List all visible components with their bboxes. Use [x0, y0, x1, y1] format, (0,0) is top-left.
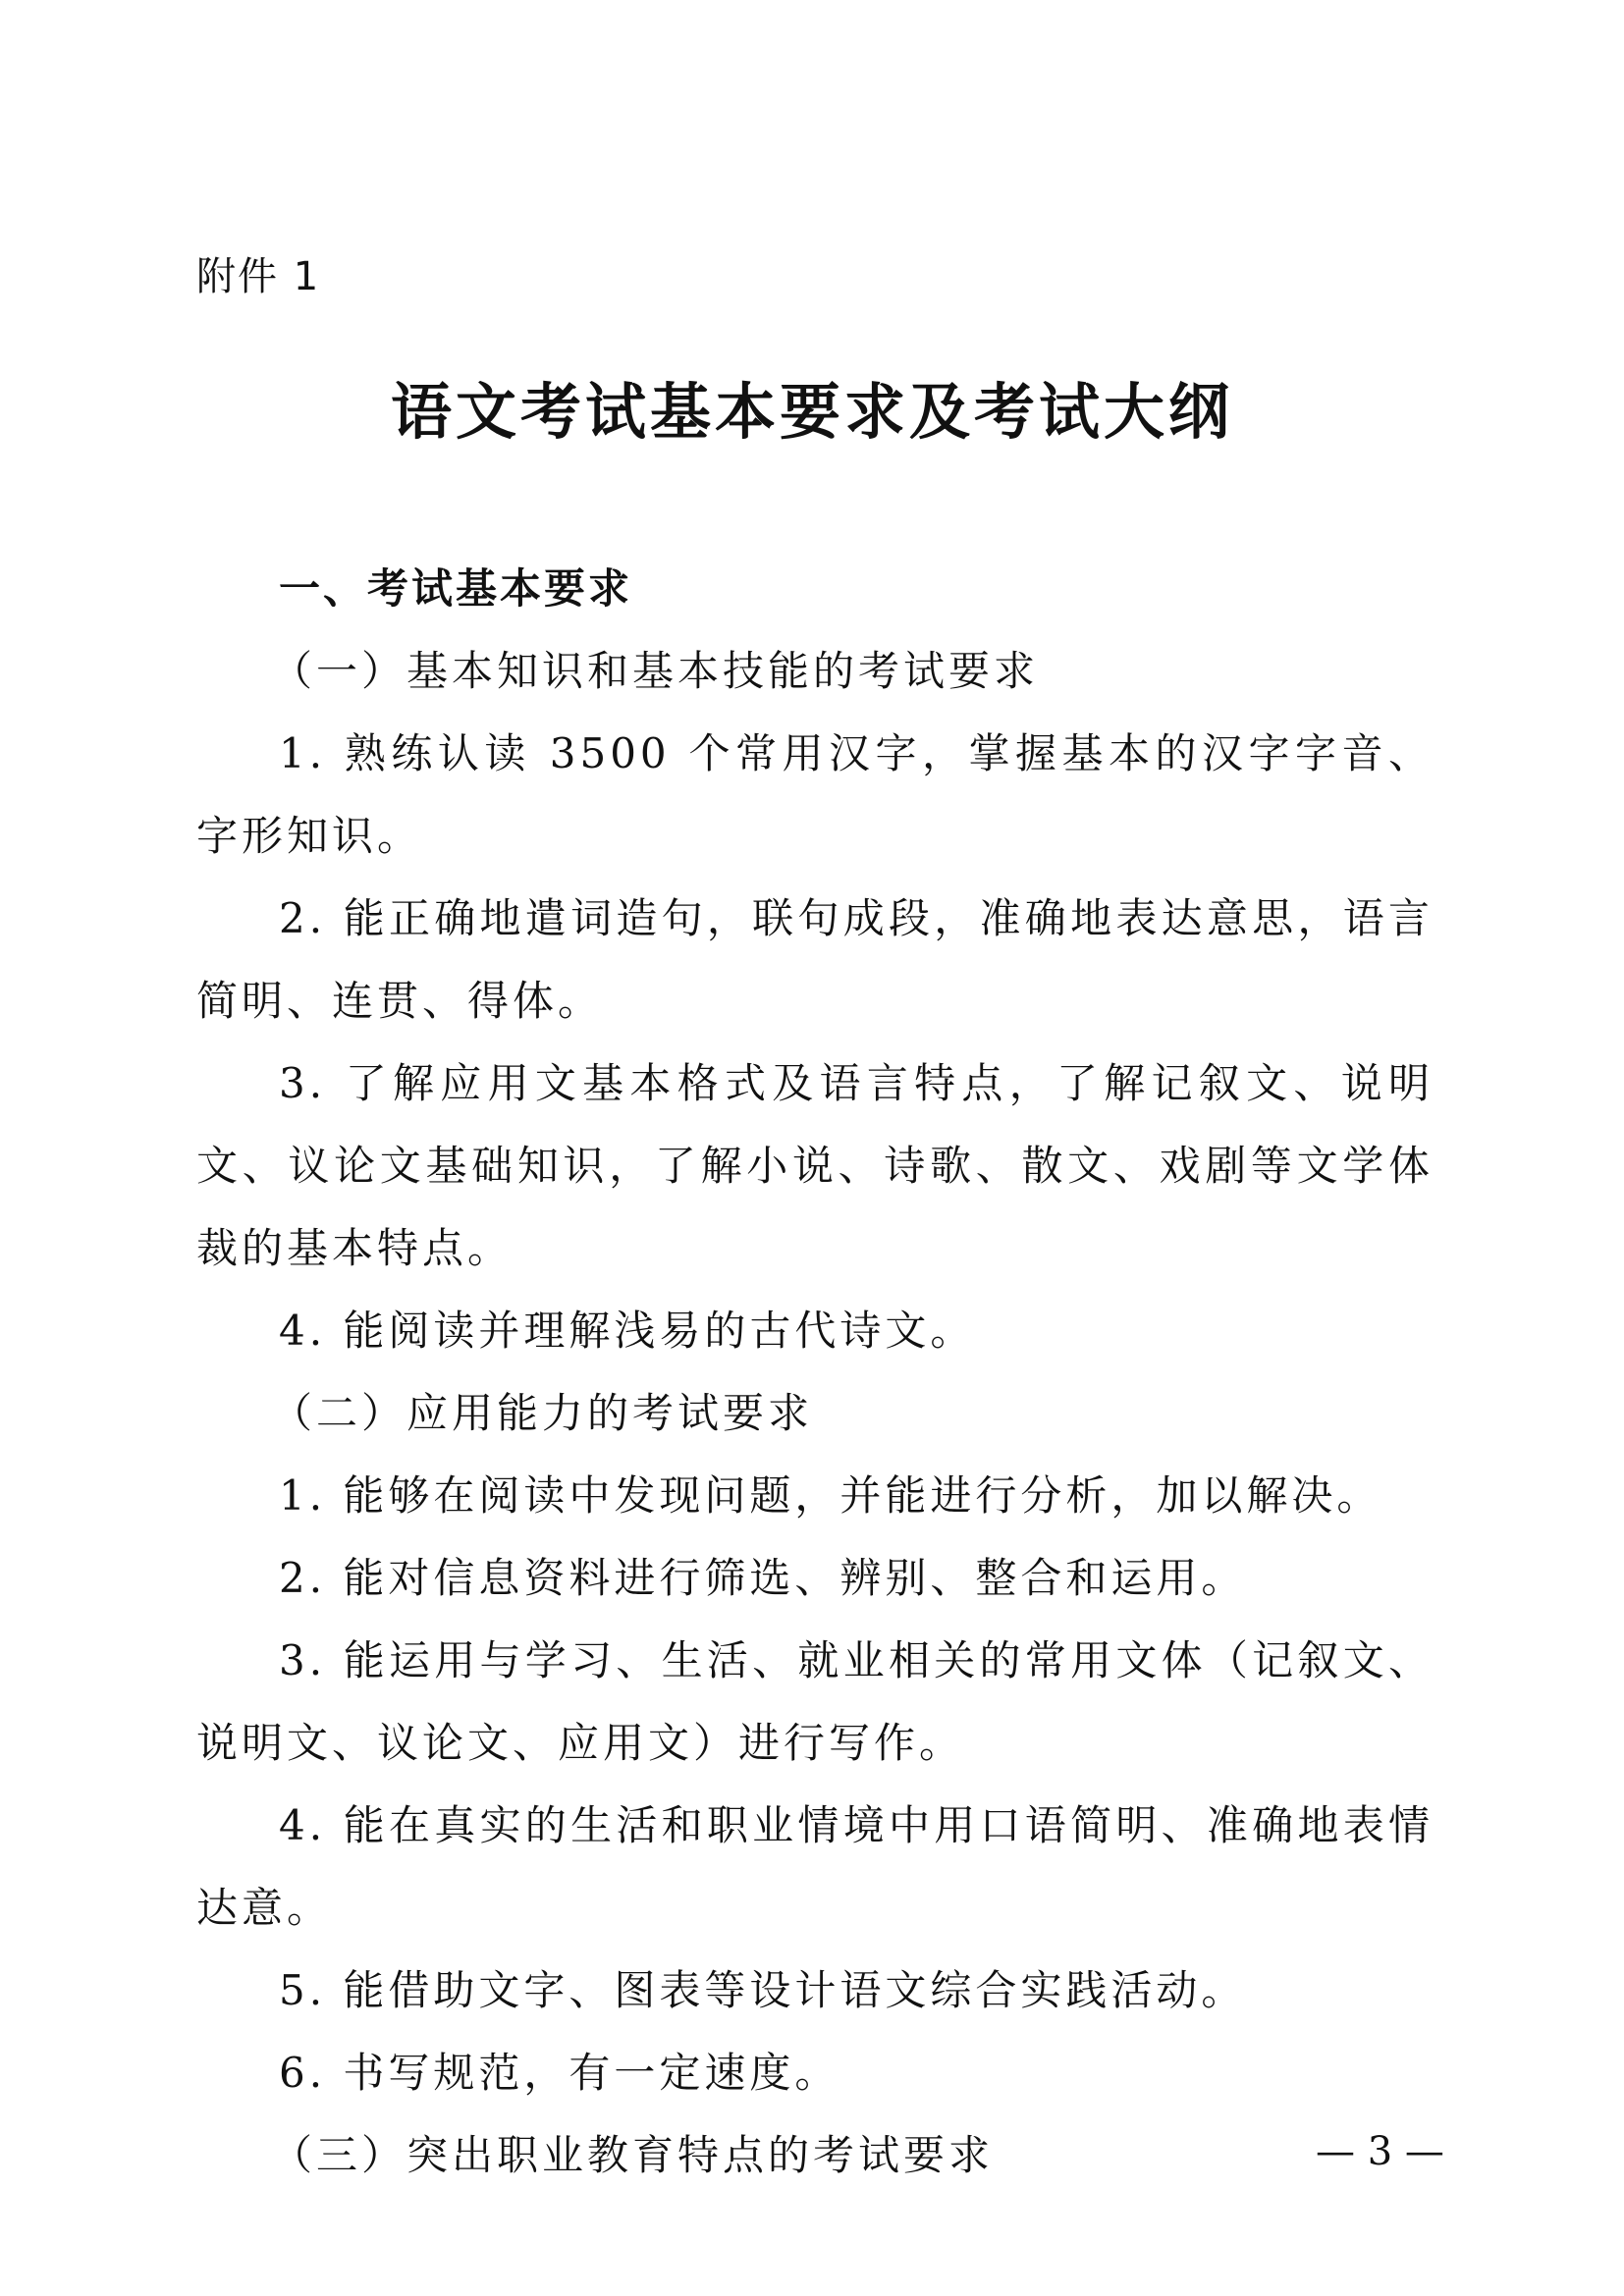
subsection-heading: （一）基本知识和基本技能的考试要求 [271, 647, 1040, 695]
list-item: 6. 书写规范，有一定速度。 [279, 2049, 840, 2097]
list-item: 3. 能运用与学习、生活、就业相关的常用文体（记叙文、说明文、议论文、应用文）进行写作。 [196, 1636, 1434, 1767]
list-item: 1. 能够在阅读中发现问题，并能进行分析，加以解决。 [279, 1471, 1382, 1520]
list-item: 3. 了解应用文基本格式及语言特点，了解记叙文、说明文、议论文基础知识，了解小说、诗歌、散文、戏剧等文学体裁的基本特点。 [196, 1059, 1434, 1272]
list-item: 2. 能正确地遣词造句，联句成段，准确地表达意思，语言简明、连贯、得体。 [196, 894, 1434, 1025]
document-body [196, 548, 1434, 2197]
list-item: 4. 能在真实的生活和职业情境中用口语简明、准确地表情达意。 [196, 1801, 1434, 1932]
list-item: 1. 熟练认读 3500 个常用汉字，掌握基本的汉字字音、字形知识。 [196, 729, 1434, 860]
list-item: 2. 能对信息资料进行筛选、辨别、整合和运用。 [279, 1554, 1247, 1602]
page-number: — 3 — [1316, 2129, 1444, 2174]
document-title: 语文考试基本要求及考试大纲 [390, 376, 1233, 448]
list-item: 5. 能借助文字、图表等设计语文综合实践活动。 [279, 1966, 1247, 2014]
attachment-label: 附件 1 [196, 254, 321, 299]
subsection-heading: （二）应用能力的考试要求 [271, 1389, 814, 1437]
section-heading: 一、考试基本要求 [279, 564, 633, 613]
subsection-heading: （三）突出职业教育特点的考试要求 [271, 2131, 995, 2179]
list-item: 4. 能阅读并理解浅易的古代诗文。 [279, 1307, 976, 1355]
